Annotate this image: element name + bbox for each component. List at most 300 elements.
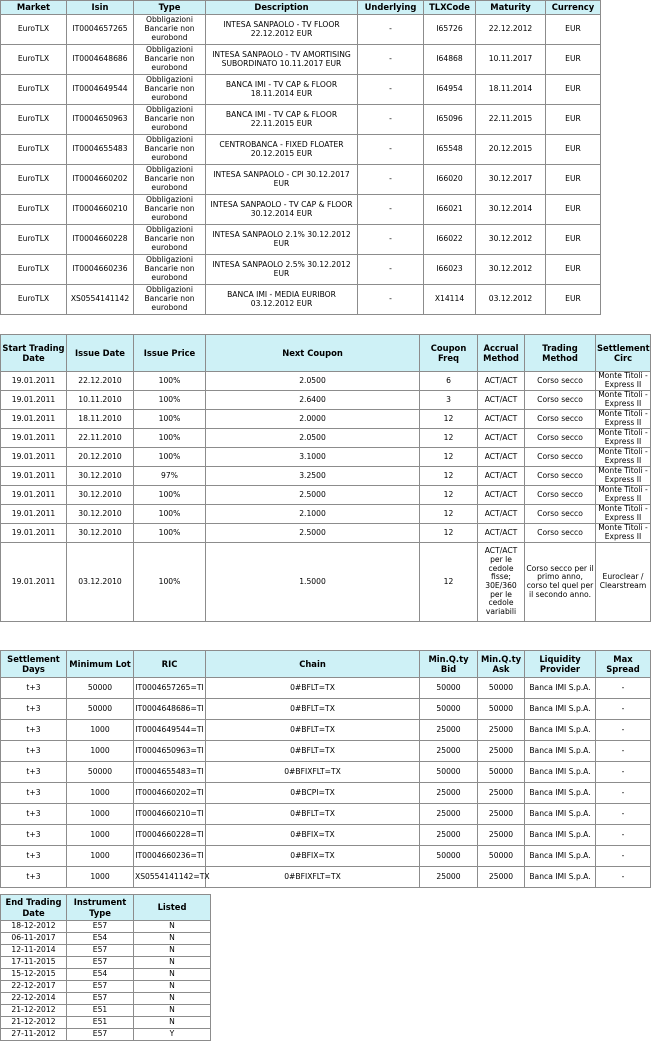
- table-cell: IT0004660210=TI: [134, 804, 206, 825]
- market-making-table: [0, 650, 651, 888]
- table-cell: 30.12.2010: [67, 505, 134, 524]
- column-header: Minimum Lot: [67, 651, 134, 678]
- table-row: [1, 429, 651, 448]
- table-cell: I65548: [424, 135, 476, 165]
- table-cell: IT0004649544=TI: [134, 720, 206, 741]
- table-cell: EuroTLX: [1, 195, 67, 225]
- table-cell: 12: [420, 543, 478, 622]
- table-cell: 12: [420, 429, 478, 448]
- table-row: [1, 981, 211, 993]
- table-cell: Monte Titoli - Express II: [596, 467, 651, 486]
- table-cell: Obbligazioni Bancarie non eurobond: [134, 255, 206, 285]
- table-row: [1, 945, 211, 957]
- table-cell: IT0004660202=TI: [134, 783, 206, 804]
- table-cell: ACT/ACT: [478, 391, 525, 410]
- table-cell: IT0004648686: [67, 45, 134, 75]
- column-header: Isin: [67, 1, 134, 15]
- table-cell: IT0004660202: [67, 165, 134, 195]
- table-cell: 2.5000: [206, 524, 420, 543]
- table-cell: 30.12.2010: [67, 486, 134, 505]
- table-cell: 19.01.2011: [1, 486, 67, 505]
- table-cell: EuroTLX: [1, 15, 67, 45]
- table-cell: EUR: [546, 285, 601, 315]
- table-row: [1, 1017, 211, 1029]
- table-row: [1, 804, 651, 825]
- table-cell: -: [358, 75, 424, 105]
- table-cell: 21-12-2012: [1, 1005, 67, 1017]
- table-row: [1, 285, 601, 315]
- table-cell: 25000: [478, 741, 525, 762]
- table-cell: 100%: [134, 429, 206, 448]
- table-row: [1, 783, 651, 804]
- table-cell: 19.01.2011: [1, 467, 67, 486]
- table-cell: 25000: [478, 783, 525, 804]
- table-cell: 50000: [67, 678, 134, 699]
- table-cell: 19.01.2011: [1, 448, 67, 467]
- table-cell: 20.12.2015: [476, 135, 546, 165]
- table-cell: 22-12-2017: [1, 981, 67, 993]
- table-cell: Banca IMI S.p.A.: [525, 846, 596, 867]
- table-cell: t+3: [1, 720, 67, 741]
- table-cell: XS0554141142=TX: [134, 867, 206, 888]
- table-cell: EUR: [546, 195, 601, 225]
- table-cell: 03.12.2012: [476, 285, 546, 315]
- table-cell: INTESA SANPAOLO - TV CAP & FLOOR 30.12.2014 EUR: [206, 195, 358, 225]
- table-row: [1, 486, 651, 505]
- table-cell: I64868: [424, 45, 476, 75]
- table-cell: 30.12.2012: [476, 225, 546, 255]
- column-header: Accrual Method: [478, 335, 525, 372]
- table-cell: EUR: [546, 105, 601, 135]
- table-cell: 21-12-2012: [1, 1017, 67, 1029]
- table-row: [1, 678, 651, 699]
- table-cell: N: [134, 921, 211, 933]
- column-header: Maturity: [476, 1, 546, 15]
- table-cell: 10.11.2010: [67, 391, 134, 410]
- table-cell: t+3: [1, 783, 67, 804]
- table-cell: IT0004660236: [67, 255, 134, 285]
- table-cell: 100%: [134, 486, 206, 505]
- table-cell: Obbligazioni Bancarie non eurobond: [134, 15, 206, 45]
- table-cell: Monte Titoli - Express II: [596, 429, 651, 448]
- table-row: [1, 1005, 211, 1017]
- table-cell: 50000: [420, 762, 478, 783]
- table-cell: Banca IMI S.p.A.: [525, 720, 596, 741]
- table-cell: Corso secco: [525, 467, 596, 486]
- column-header: Type: [134, 1, 206, 15]
- table-row: [1, 225, 601, 255]
- table-cell: 12: [420, 505, 478, 524]
- table-cell: Banca IMI S.p.A.: [525, 783, 596, 804]
- table-cell: 30.12.2017: [476, 165, 546, 195]
- table-cell: 22.12.2012: [476, 15, 546, 45]
- table-cell: EuroTLX: [1, 285, 67, 315]
- table-cell: Banca IMI S.p.A.: [525, 825, 596, 846]
- table-cell: 12: [420, 486, 478, 505]
- trading-terms-table: [0, 334, 651, 622]
- table-cell: Corso secco: [525, 429, 596, 448]
- table-cell: I65096: [424, 105, 476, 135]
- column-header: Issue Price: [134, 335, 206, 372]
- table-cell: E57: [67, 945, 134, 957]
- table-cell: IT0004649544: [67, 75, 134, 105]
- table-cell: 25000: [478, 867, 525, 888]
- column-header: Market: [1, 1, 67, 15]
- table-row: [1, 135, 601, 165]
- column-header: RIC: [134, 651, 206, 678]
- table-row: [1, 846, 651, 867]
- table-cell: N: [134, 945, 211, 957]
- table-cell: 1.5000: [206, 543, 420, 622]
- table-cell: -: [596, 846, 651, 867]
- table-cell: 10.11.2017: [476, 45, 546, 75]
- table-cell: E51: [67, 1017, 134, 1029]
- table-cell: t+3: [1, 846, 67, 867]
- table-cell: E57: [67, 981, 134, 993]
- table-cell: Monte Titoli - Express II: [596, 486, 651, 505]
- table-cell: -: [358, 45, 424, 75]
- table-cell: Obbligazioni Bancarie non eurobond: [134, 75, 206, 105]
- table-cell: 50000: [420, 846, 478, 867]
- table-cell: 30.12.2012: [476, 255, 546, 285]
- table-cell: Obbligazioni Bancarie non eurobond: [134, 165, 206, 195]
- table-cell: 19.01.2011: [1, 429, 67, 448]
- table-cell: Corso secco: [525, 524, 596, 543]
- table-row: [1, 1029, 211, 1041]
- table-cell: 17-11-2015: [1, 957, 67, 969]
- column-header: Underlying: [358, 1, 424, 15]
- table-cell: t+3: [1, 678, 67, 699]
- table-cell: 2.5000: [206, 486, 420, 505]
- table-cell: t+3: [1, 825, 67, 846]
- table-cell: 12-11-2014: [1, 945, 67, 957]
- table-cell: 12: [420, 410, 478, 429]
- table-cell: -: [358, 15, 424, 45]
- table-row: [1, 255, 601, 285]
- table-row: [1, 699, 651, 720]
- table-cell: N: [134, 981, 211, 993]
- table-cell: E57: [67, 993, 134, 1005]
- column-header: Next Coupon: [206, 335, 420, 372]
- table-cell: ACT/ACT: [478, 410, 525, 429]
- table-cell: 19.01.2011: [1, 391, 67, 410]
- table-cell: -: [358, 165, 424, 195]
- column-header: Chain: [206, 651, 420, 678]
- table-cell: ACT/ACT: [478, 524, 525, 543]
- table-cell: E51: [67, 1005, 134, 1017]
- column-header: Max Spread: [596, 651, 651, 678]
- table-cell: Obbligazioni Bancarie non eurobond: [134, 135, 206, 165]
- table-cell: 1000: [67, 720, 134, 741]
- column-header: TLXCode: [424, 1, 476, 15]
- table-cell: EUR: [546, 75, 601, 105]
- table-cell: EUR: [546, 165, 601, 195]
- table-cell: EuroTLX: [1, 45, 67, 75]
- table-row: [1, 195, 601, 225]
- table-cell: 15-12-2015: [1, 969, 67, 981]
- table-cell: E57: [67, 957, 134, 969]
- table-cell: 30.12.2010: [67, 467, 134, 486]
- table-cell: t+3: [1, 762, 67, 783]
- table-cell: 100%: [134, 448, 206, 467]
- table-cell: 03.12.2010: [67, 543, 134, 622]
- table-cell: 50000: [478, 846, 525, 867]
- column-header: Liquidity Provider: [525, 651, 596, 678]
- table-cell: IT0004648686=TI: [134, 699, 206, 720]
- table-cell: 25000: [478, 825, 525, 846]
- table-row: [1, 921, 211, 933]
- table-cell: IT0004655483: [67, 135, 134, 165]
- table-cell: -: [596, 762, 651, 783]
- table-cell: E57: [67, 921, 134, 933]
- table-cell: ACT/ACT: [478, 372, 525, 391]
- table-cell: EUR: [546, 135, 601, 165]
- table-cell: EuroTLX: [1, 255, 67, 285]
- table-cell: 06-11-2017: [1, 933, 67, 945]
- table-cell: BANCA IMI - TV CAP & FLOOR 22.11.2015 EUR: [206, 105, 358, 135]
- table-cell: 22.12.2010: [67, 372, 134, 391]
- table-cell: X14114: [424, 285, 476, 315]
- table-cell: 25000: [420, 804, 478, 825]
- table-cell: ACT/ACT: [478, 486, 525, 505]
- table-cell: Monte Titoli - Express II: [596, 505, 651, 524]
- table-cell: 0#BFIXFLT=TX: [206, 762, 420, 783]
- table-cell: INTESA SANPAOLO 2.1% 30.12.2012 EUR: [206, 225, 358, 255]
- table-cell: 100%: [134, 410, 206, 429]
- table-cell: 2.1000: [206, 505, 420, 524]
- table-cell: Monte Titoli - Express II: [596, 391, 651, 410]
- table-cell: 50000: [420, 699, 478, 720]
- table-cell: EUR: [546, 15, 601, 45]
- table-cell: -: [596, 867, 651, 888]
- table-cell: Corso secco: [525, 410, 596, 429]
- table-cell: N: [134, 1005, 211, 1017]
- table-cell: 19.01.2011: [1, 410, 67, 429]
- table-cell: 3.2500: [206, 467, 420, 486]
- table-cell: -: [596, 720, 651, 741]
- table-cell: EuroTLX: [1, 165, 67, 195]
- table-cell: 6: [420, 372, 478, 391]
- table-cell: Corso secco: [525, 391, 596, 410]
- table-cell: 100%: [134, 543, 206, 622]
- table-cell: 0#BFIX=TX: [206, 825, 420, 846]
- table-cell: ACT/ACT: [478, 505, 525, 524]
- table-cell: -: [358, 255, 424, 285]
- table-cell: 0#BFLT=TX: [206, 678, 420, 699]
- table-cell: 22.11.2015: [476, 105, 546, 135]
- table-cell: 25000: [420, 741, 478, 762]
- table-cell: 25000: [478, 804, 525, 825]
- table-cell: 0#BFIX=TX: [206, 846, 420, 867]
- table-cell: -: [596, 804, 651, 825]
- column-header: Settlement Circ: [596, 335, 651, 372]
- table-cell: N: [134, 1017, 211, 1029]
- table-cell: 19.01.2011: [1, 524, 67, 543]
- table-row: [1, 410, 651, 429]
- table-cell: IT0004657265: [67, 15, 134, 45]
- table-cell: Monte Titoli - Express II: [596, 524, 651, 543]
- table-cell: IT0004655483=TI: [134, 762, 206, 783]
- table-cell: Banca IMI S.p.A.: [525, 762, 596, 783]
- table-cell: -: [358, 195, 424, 225]
- table-cell: 12: [420, 467, 478, 486]
- table-row: [1, 15, 601, 45]
- table-row: [1, 993, 211, 1005]
- column-header: Min.Q.ty Bid: [420, 651, 478, 678]
- table-row: [1, 957, 211, 969]
- table-cell: I66023: [424, 255, 476, 285]
- table-cell: ACT/ACT: [478, 429, 525, 448]
- table-cell: IT0004660228=TI: [134, 825, 206, 846]
- table-cell: 50000: [478, 762, 525, 783]
- table-cell: EUR: [546, 45, 601, 75]
- table-cell: 1000: [67, 825, 134, 846]
- table-cell: 25000: [420, 825, 478, 846]
- table-cell: 30.12.2010: [67, 524, 134, 543]
- table-cell: CENTROBANCA - FIXED FLOATER 20.12.2015 EUR: [206, 135, 358, 165]
- table-row: [1, 969, 211, 981]
- table-cell: Obbligazioni Bancarie non eurobond: [134, 285, 206, 315]
- table-cell: I66021: [424, 195, 476, 225]
- table-cell: 0#BFLT=TX: [206, 720, 420, 741]
- table-cell: 50000: [478, 699, 525, 720]
- table-cell: Banca IMI S.p.A.: [525, 741, 596, 762]
- table-cell: 22-12-2014: [1, 993, 67, 1005]
- table-cell: Corso secco: [525, 448, 596, 467]
- table-cell: 100%: [134, 505, 206, 524]
- table-cell: 25000: [420, 720, 478, 741]
- table-cell: 0#BFLT=TX: [206, 741, 420, 762]
- table-cell: IT0004650963: [67, 105, 134, 135]
- table-cell: 18-12-2012: [1, 921, 67, 933]
- table-cell: 0#BFLT=TX: [206, 804, 420, 825]
- table-cell: Corso secco: [525, 486, 596, 505]
- table-cell: Corso secco: [525, 372, 596, 391]
- table-cell: 1000: [67, 846, 134, 867]
- table-cell: 100%: [134, 372, 206, 391]
- table-cell: Obbligazioni Bancarie non eurobond: [134, 225, 206, 255]
- table-cell: ACT/ACT: [478, 467, 525, 486]
- table-cell: 19.01.2011: [1, 372, 67, 391]
- table-cell: Banca IMI S.p.A.: [525, 699, 596, 720]
- table-cell: -: [358, 285, 424, 315]
- table-cell: 12: [420, 448, 478, 467]
- table-cell: 2.0500: [206, 372, 420, 391]
- table-cell: N: [134, 933, 211, 945]
- table-row: [1, 45, 601, 75]
- table-cell: Obbligazioni Bancarie non eurobond: [134, 45, 206, 75]
- table-cell: IT0004657265=TI: [134, 678, 206, 699]
- table-cell: 18.11.2010: [67, 410, 134, 429]
- table-cell: 1000: [67, 804, 134, 825]
- table-cell: Obbligazioni Bancarie non eurobond: [134, 195, 206, 225]
- table-row: [1, 741, 651, 762]
- table-cell: -: [596, 699, 651, 720]
- table-cell: 1000: [67, 867, 134, 888]
- column-header: Start Trading Date: [1, 335, 67, 372]
- table-row: [1, 933, 211, 945]
- table-cell: EUR: [546, 255, 601, 285]
- table-cell: 2.6400: [206, 391, 420, 410]
- table-cell: Banca IMI S.p.A.: [525, 804, 596, 825]
- table-cell: IT0004660210: [67, 195, 134, 225]
- table-row: [1, 524, 651, 543]
- table-cell: 1000: [67, 741, 134, 762]
- table-cell: EuroTLX: [1, 225, 67, 255]
- table-row: [1, 448, 651, 467]
- table-cell: 30.12.2014: [476, 195, 546, 225]
- table-cell: ACT/ACT: [478, 448, 525, 467]
- table-cell: XS0554141142: [67, 285, 134, 315]
- table-cell: 18.11.2014: [476, 75, 546, 105]
- table-row: [1, 372, 651, 391]
- table-cell: t+3: [1, 804, 67, 825]
- table-cell: -: [358, 105, 424, 135]
- table-cell: EuroTLX: [1, 75, 67, 105]
- table-cell: 2.0500: [206, 429, 420, 448]
- table-cell: 1000: [67, 783, 134, 804]
- table-cell: 0#BFIXFLT=TX: [206, 867, 420, 888]
- instrument-info-table: [0, 0, 601, 315]
- table-cell: N: [134, 993, 211, 1005]
- table-cell: 100%: [134, 524, 206, 543]
- table-cell: t+3: [1, 741, 67, 762]
- table-cell: 25000: [420, 867, 478, 888]
- table-cell: EUR: [546, 225, 601, 255]
- table-cell: Corso secco per il primo anno, corso tel quel per il secondo anno.: [525, 543, 596, 622]
- table-row: [1, 75, 601, 105]
- table-cell: I66022: [424, 225, 476, 255]
- table-cell: BANCA IMI - TV CAP & FLOOR 18.11.2014 EUR: [206, 75, 358, 105]
- table-cell: I66020: [424, 165, 476, 195]
- table-cell: 25000: [478, 720, 525, 741]
- table-row: [1, 467, 651, 486]
- column-header: Coupon Freq: [420, 335, 478, 372]
- table-cell: IT0004660228: [67, 225, 134, 255]
- column-header: Issue Date: [67, 335, 134, 372]
- column-header: Currency: [546, 1, 601, 15]
- table-cell: Euroclear / Clearstream: [596, 543, 651, 622]
- table-cell: 50000: [67, 762, 134, 783]
- table-cell: t+3: [1, 699, 67, 720]
- table-cell: Banca IMI S.p.A.: [525, 867, 596, 888]
- column-header: Settlement Days: [1, 651, 67, 678]
- table-cell: Banca IMI S.p.A.: [525, 678, 596, 699]
- table-cell: I65726: [424, 15, 476, 45]
- table-cell: BANCA IMI - MEDIA EURIBOR 03.12.2012 EUR: [206, 285, 358, 315]
- table-cell: EuroTLX: [1, 135, 67, 165]
- table-row: [1, 720, 651, 741]
- table-cell: t+3: [1, 867, 67, 888]
- table-cell: -: [596, 678, 651, 699]
- column-header: Listed: [134, 895, 211, 921]
- table-cell: E54: [67, 933, 134, 945]
- table-cell: 100%: [134, 391, 206, 410]
- listing-status-table: [0, 894, 211, 1041]
- column-header: End Trading Date: [1, 895, 67, 921]
- table-cell: N: [134, 957, 211, 969]
- table-cell: 3.1000: [206, 448, 420, 467]
- column-header: Description: [206, 1, 358, 15]
- table-cell: 25000: [420, 783, 478, 804]
- table-cell: Monte Titoli - Express II: [596, 410, 651, 429]
- table-cell: 50000: [420, 678, 478, 699]
- table-cell: 2.0000: [206, 410, 420, 429]
- table-row: [1, 825, 651, 846]
- table-cell: Monte Titoli - Express II: [596, 372, 651, 391]
- table-cell: -: [358, 225, 424, 255]
- table-cell: 20.12.2010: [67, 448, 134, 467]
